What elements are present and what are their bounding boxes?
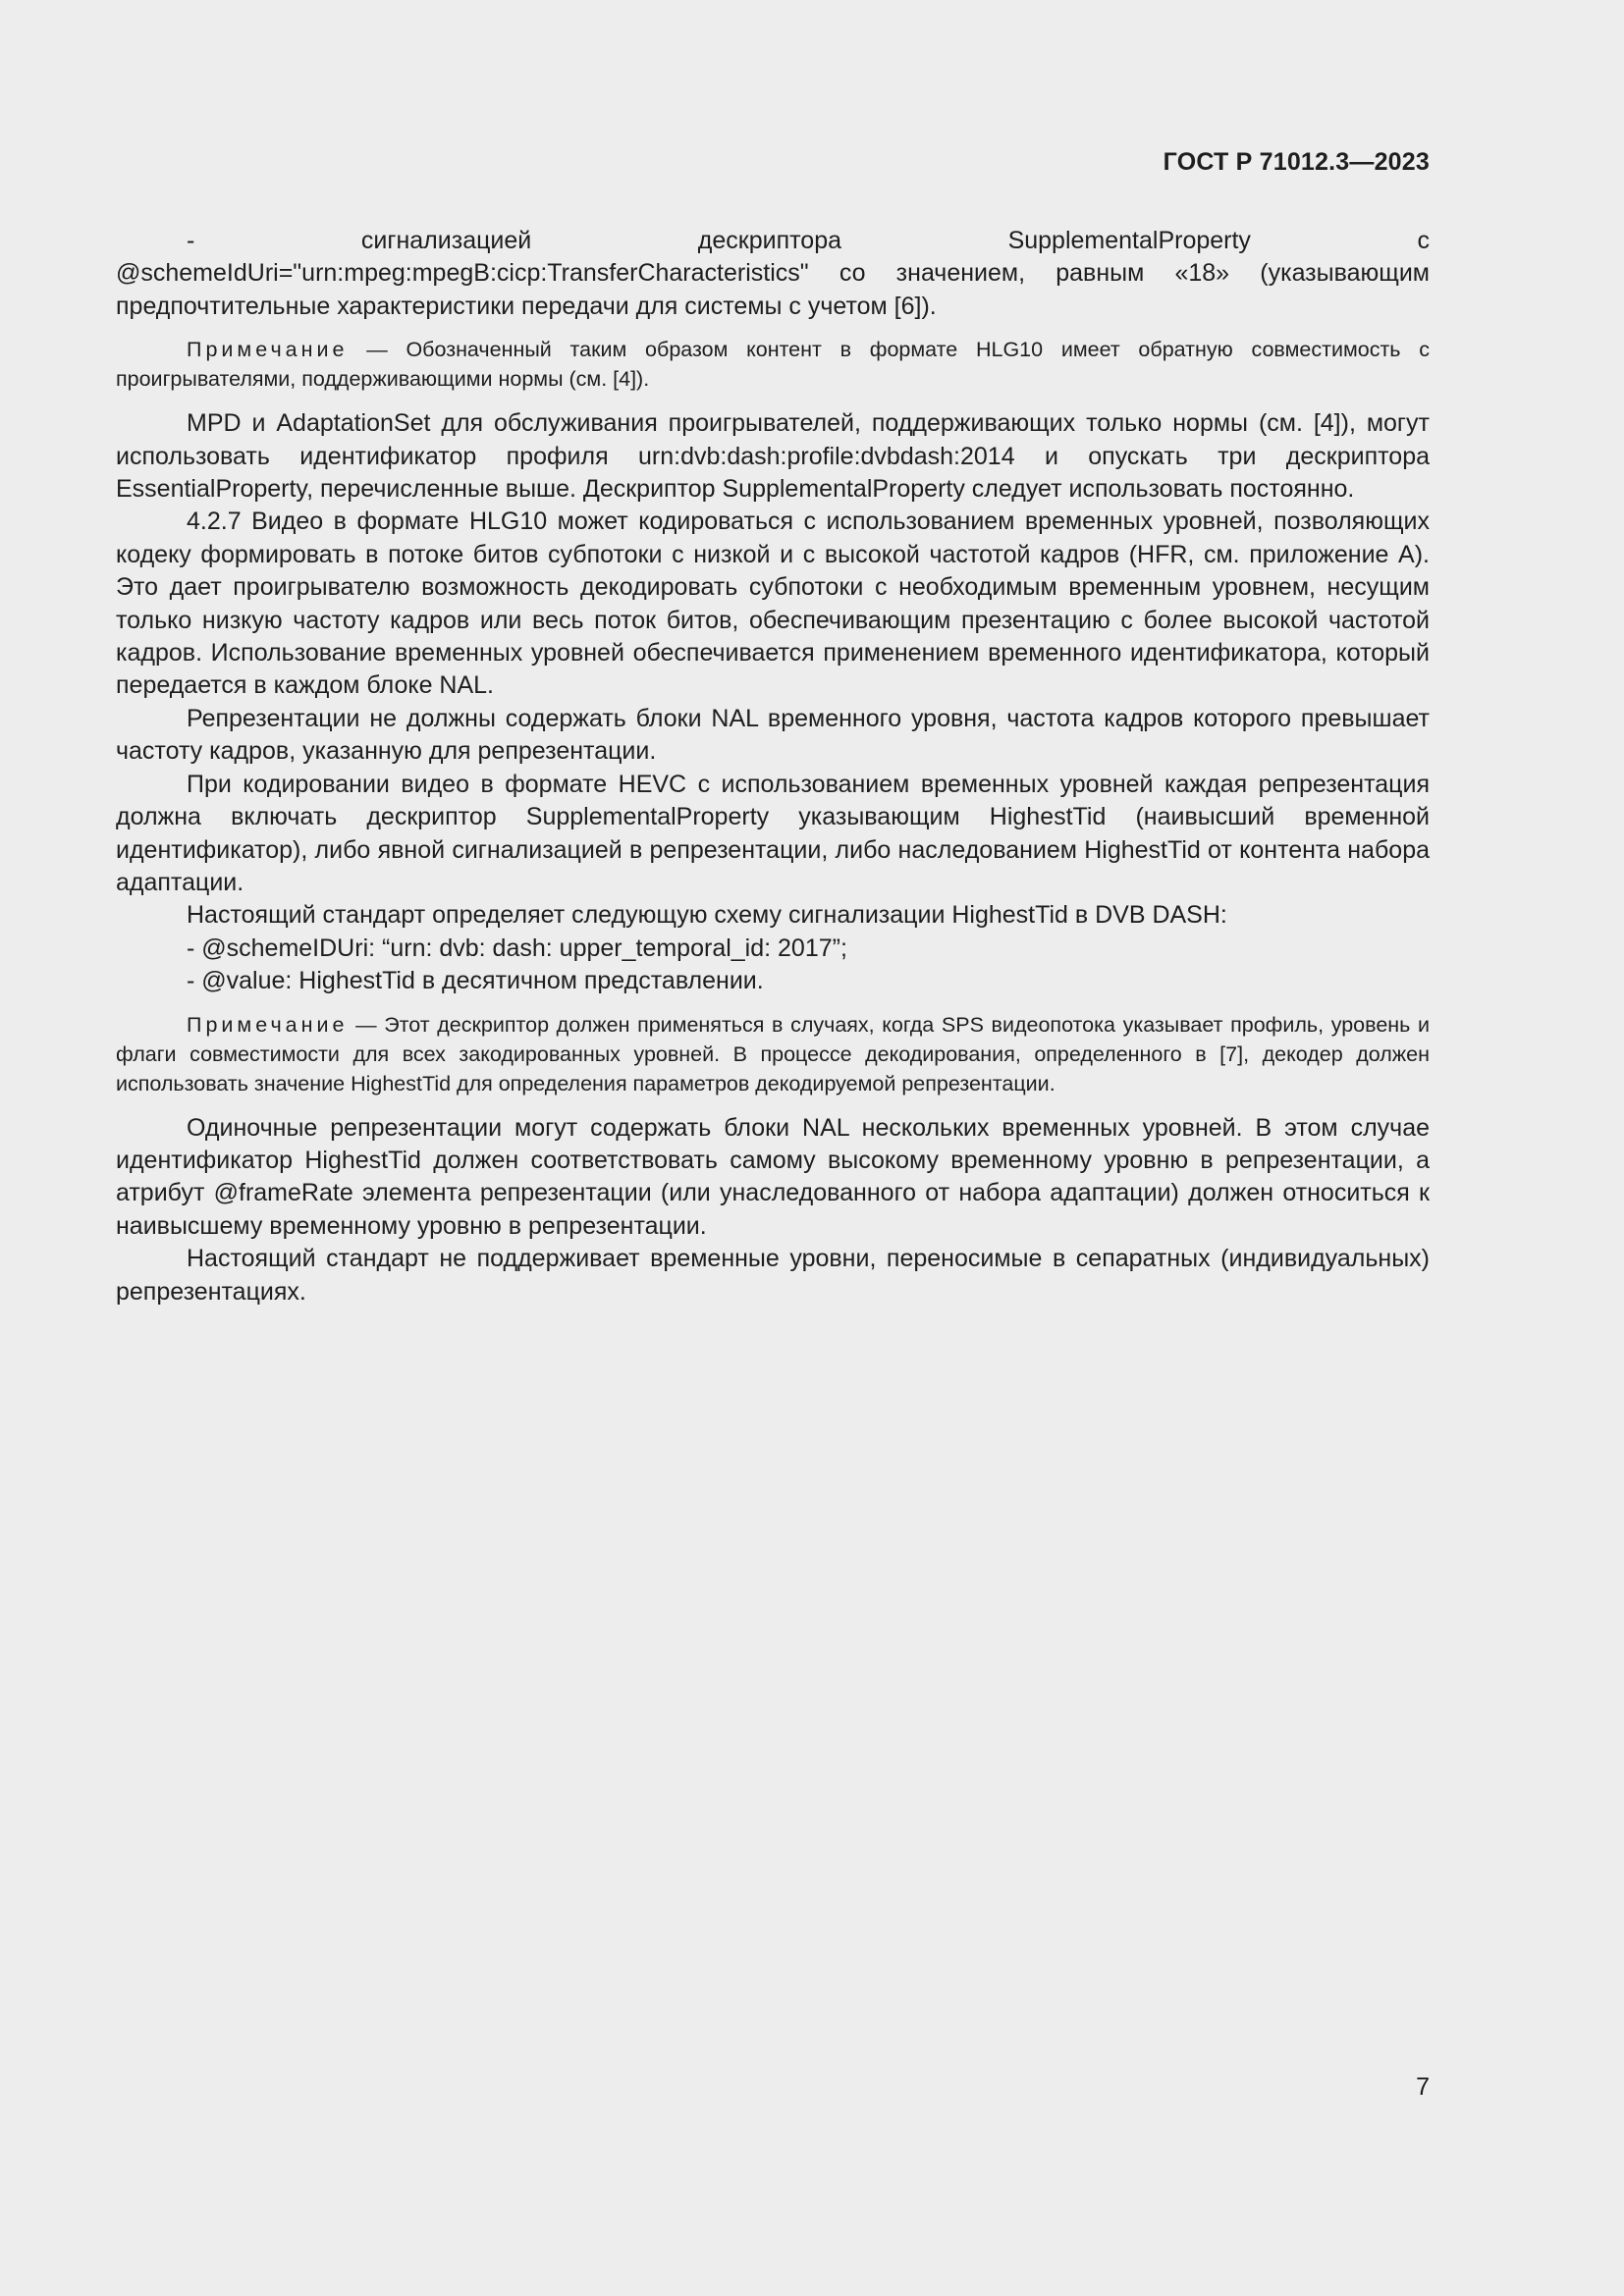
paragraph-signalling-transfer: - сигнализацией дескриптора SupplementalProperty с @schemeIdUri="urn:mpeg:mpegB:cicp:TransferCharacteristics" со значением, равным «18» (указывающим предпочтительные характеристики передачи для системы с учетом [6]). bbox=[116, 227, 1430, 320]
document-body bbox=[116, 225, 1430, 1308]
paragraph-representations-nal: Репрезентации не должны содержать блоки NAL временного уровня, частота кадров которого превышает частоту кадров, указанную для репрезентации. bbox=[116, 704, 1430, 766]
note-1-label: Примечание bbox=[187, 338, 349, 362]
list-item-scheme-uri: - @schemeIDUri: “urn: dvb: dash: upper_temporal_id: 2017”; bbox=[187, 934, 847, 962]
note-2-label: Примечание bbox=[187, 1012, 349, 1037]
note-1 bbox=[116, 335, 1430, 394]
paragraph-4-2-7: 4.2.7 Видео в формате HLG10 может кодироваться с использованием временных уровней, позволяющих кодеку формировать в потоке битов субпотоки с низкой и с высокой частотой кадров (HFR, см. приложение А). Это дает проигрывателю возможность декодировать субпотоки с необходимым временным уровнем, несущим только низкую частоту кадров или весь поток битов, обеспечивающим презентацию с более высокой частотой кадров. Использование временных уровней обеспечивается применением временного идентификатора, который передается в каждом блоке NAL. bbox=[116, 507, 1430, 700]
paragraph-single-representations: Одиночные репрезентации могут содержать блоки NAL нескольких временных уровней. В этом случае идентификатор HighestTid должен соответствовать самому высокому временному уровню в репрезентации, а атрибут @frameRate элемента репрезентации (или унаследованного от набора адаптации) должен относиться к наивысшему временному уровню в репрезентации. bbox=[116, 1113, 1430, 1240]
paragraph-hevc-encoding: При кодировании видео в формате HEVC с использованием временных уровней каждая репрезентация должна включать дескриптор SupplementalProperty указывающим HighestTid (наивысший временной идентификатор), либо явной сигнализацией в репрезентации, либо наследованием HighestTid от контента набора адаптации. bbox=[116, 770, 1430, 896]
page-number: 7 bbox=[1416, 2073, 1430, 2101]
note-1-text: — Обозначенный таким образом контент в формате HLG10 имеет обратную совместимость с проигрывателями, поддерживающими нормы (см. [4]). bbox=[116, 338, 1430, 392]
paragraph-separate-representations: Настоящий стандарт не поддерживает временные уровни, переносимые в сепаратных (индивидуальных) репрезентациях. bbox=[116, 1245, 1430, 1306]
document-header: ГОСТ Р 71012.3—2023 bbox=[1163, 148, 1430, 176]
paragraph-signalling-scheme: Настоящий стандарт определяет следующую схему сигнализации HighestTid в DVB DASH: bbox=[187, 901, 1227, 930]
paragraph-mpd-adaptationset: MPD и AdaptationSet для обслуживания проигрывателей, поддерживающих только нормы (см. [4]), могут использовать идентификатор профиля urn:dvb:dash:profile:dvbdash:2014 и опускать три дескриптора EssentialProperty, перечисленные выше. Дескриптор SupplementalProperty следует использовать постоянно. bbox=[116, 409, 1430, 504]
note-2 bbox=[116, 1010, 1430, 1098]
note-2-text: — Этот дескриптор должен применяться в случаях, когда SPS видеопотока указывает профиль, уровень и флаги совместимости для всех закодированных уровней. В процессе декодирования, определенного в [7], декодер должен использовать значение HighestTid для определения параметров декодируемой репрезентации. bbox=[116, 1012, 1430, 1095]
document-page bbox=[116, 0, 1430, 2296]
list-item-value: - @value: HighestTid в десятичном представлении. bbox=[187, 967, 764, 995]
